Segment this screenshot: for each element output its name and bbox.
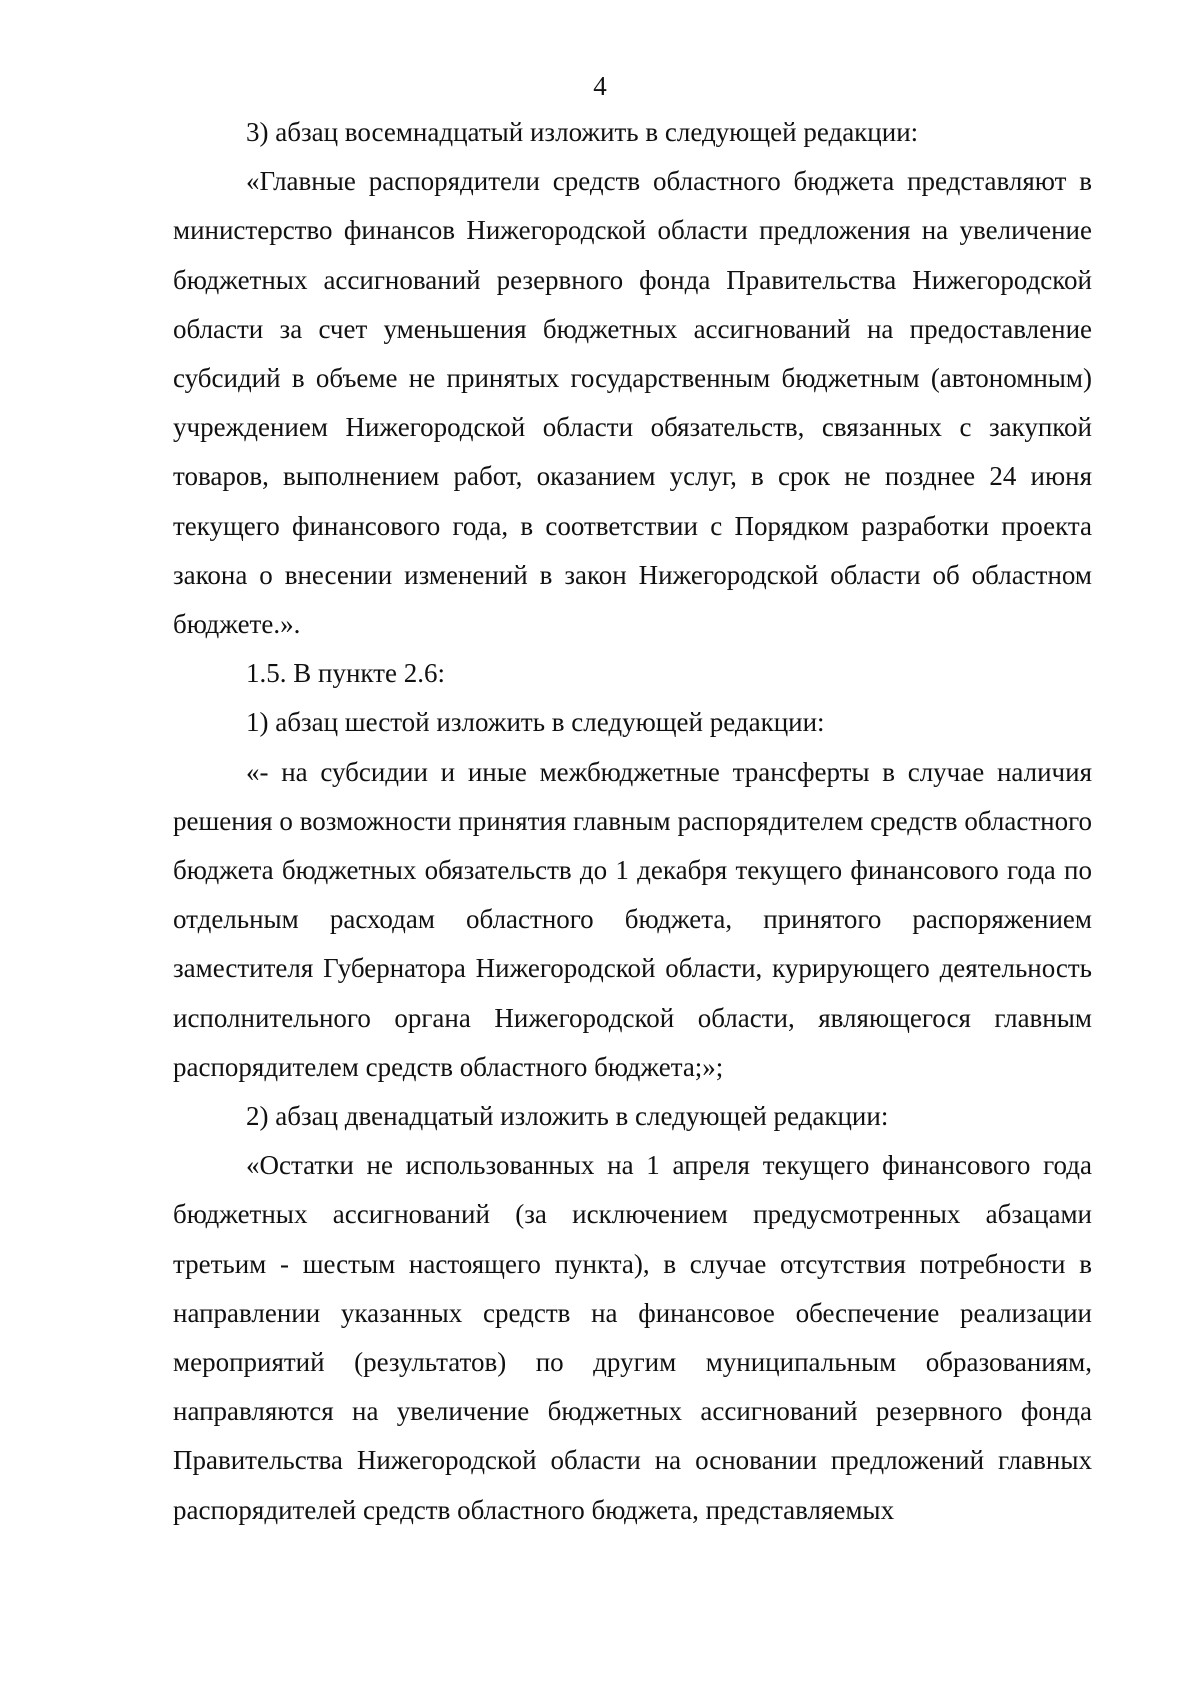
paragraph-subsidies: «- на субсидии и иные межбюджетные трансферты в случае наличия решения о возможности принятия главным распорядителем средств областного бюджета бюджетных обязательств до 1 декабря текущего финансового года по отдельным расходам областного бюджета, принятого распоряжением заместителя Губернатора Нижегородской области, курирующего деятельность исполнительного органа Нижегородской области, являющегося главным распорядителем средств областного бюджета;»;	[173, 756, 1092, 1082]
paragraph-unused-balances: «Остатки не использованных на 1 апреля текущего финансового года бюджетных ассигнований (за исключением предусмотренных абзацами третьим - шестым настоящего пункта), в случае отсутствия потребности в направлении указанных средств на финансовое обеспечение реализации мероприятий (результатов) по другим муниципальным образованиям, направляются на увеличение бюджетных ассигнований резервного фонда Правительства Нижегородской области на основании предложений главных распорядителей средств областного бюджета, представляемых	[173, 1150, 1092, 1525]
paragraph-item-1-intro: 1) абзац шестой изложить в следующей редакции:	[246, 707, 825, 738]
paragraph-item-2-intro: 2) абзац двенадцатый изложить в следующей редакции:	[246, 1101, 889, 1132]
paragraph-main-distributors: «Главные распорядители средств областного бюджета представляют в министерство финансов Нижегородской области предложения на увеличение бюджетных ассигнований резервного фонда Правительства Нижегородской области за счет уменьшения бюджетных ассигнований на предоставление субсидий в объеме не принятых государственным бюджетным (автономным) учреждением Нижегородской области обязательств, связанных с закупкой товаров, выполнением работ, оказанием услуг, в срок не позднее 24 июня текущего финансового года, в соответствии с Порядком разработки проекта закона о внесении изменений в закон Нижегородской области об областном бюджете.».	[173, 166, 1092, 640]
paragraph-item-3-intro: 3) абзац восемнадцатый изложить в следующей редакции:	[246, 117, 919, 147]
document-body	[173, 108, 1092, 1535]
page-number: 4	[593, 71, 607, 101]
paragraph-clause-1-5: 1.5. В пункте 2.6:	[246, 658, 445, 689]
